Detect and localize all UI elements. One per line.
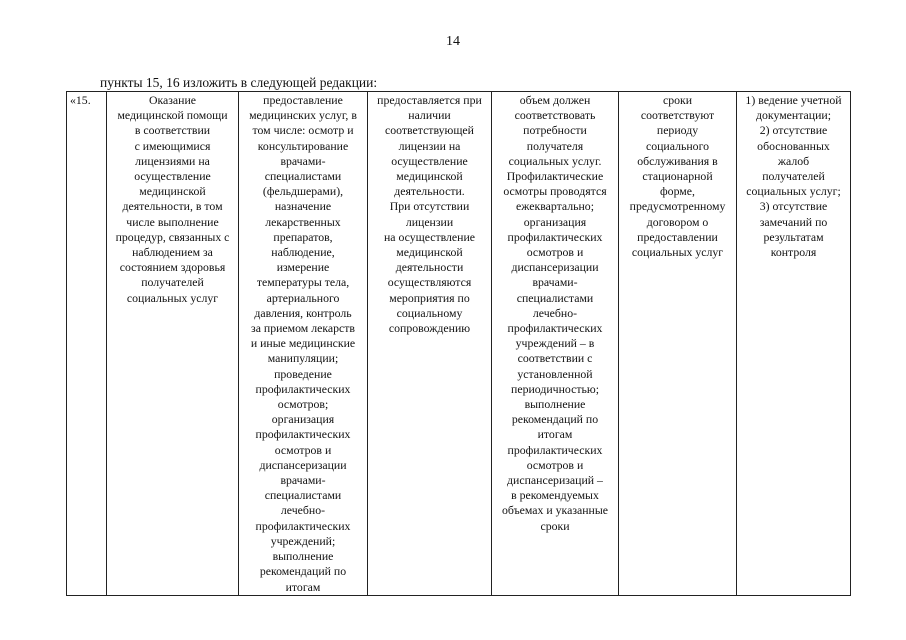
row-number-cell: «15.	[67, 92, 107, 596]
service-description-cell: предоставление медицинских услуг, в том числе: осмотр и консультирование врачами- специалистами (фельдшерами), назначение лекарственных препаратов, наблюдение, измерение температуры тела, артериального давления, контроль за приемом лекарств и иные медицинские манипуляции; проведение профилактических осмотров; организация профилактических осмотров и диспансеризации врачами- специалистами лечебно- профилактических учреждений; выполнение рекомендаций по итогам	[239, 92, 368, 596]
page-number: 14	[446, 34, 460, 49]
quality-indicators-cell: 1) ведение учетной документации; 2) отсутствие обоснованных жалоб получателей социальных услуг; 3) отсутствие замечаний по результатам контроля	[737, 92, 851, 596]
table-row	[67, 92, 851, 596]
service-name-cell: Оказание медицинской помощи в соответствии с имеющимися лицензиями на осуществление медицинской деятельности, в том числе выполнение процедур, связанных с наблюдением за состоянием здоровья получателей социальных услуг	[107, 92, 239, 596]
regulation-table	[66, 91, 851, 596]
terms-cell: сроки соответствуют периоду социального обслуживания в стационарной форме, предусмотренному договором о предоставлении социальных услуг	[619, 92, 737, 596]
intro-text: пункты 15, 16 изложить в следующей редакции:	[100, 75, 378, 90]
volume-cell: объем должен соответствовать потребности получателя социальных услуг. Профилактические осмотры проводятся ежеквартально; организация профилактических осмотров и диспансеризации врачами- специалистами лечебно- профилактических учреждений – в соответствии с установленной периодичностью; выполнение рекомендаций по итогам профилактических осмотров и диспансеризаций – в рекомендуемых объемах и указанные сроки	[492, 92, 619, 596]
provision-conditions-cell: предоставляется при наличии соответствующей лицензии на осуществление медицинской деятельности. При отсутствии лицензии на осуществление медицинской деятельности осуществляются мероприятия по социальному сопровождению	[368, 92, 492, 596]
